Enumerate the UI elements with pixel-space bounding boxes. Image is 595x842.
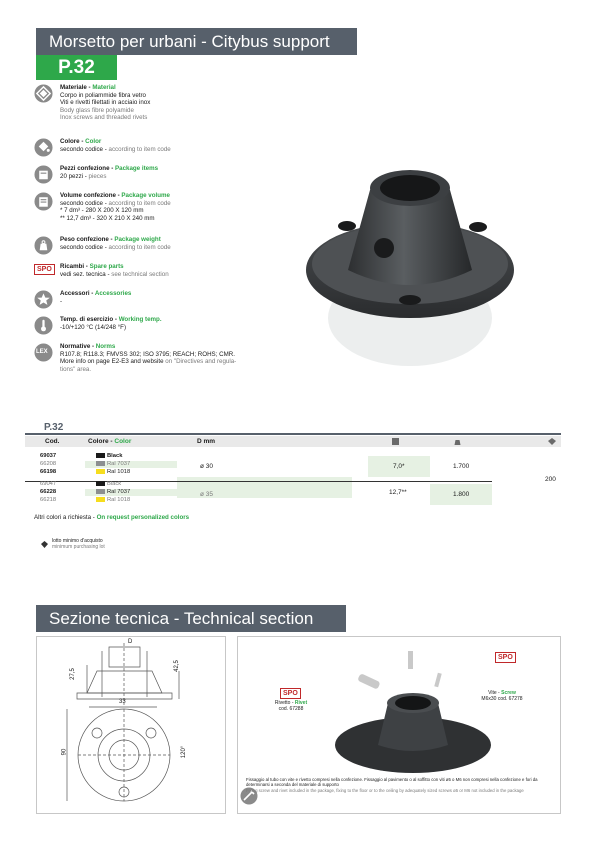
- table-row: 66198 Ral 1018: [40, 469, 131, 476]
- color-swatch: [96, 497, 105, 502]
- package-volume-icon: [391, 437, 400, 446]
- color-swatch: [96, 489, 105, 494]
- weight-2: 1.800: [453, 491, 470, 498]
- dim-27-5: 27,5: [69, 668, 76, 680]
- package-weight-icon: [453, 437, 462, 446]
- color-swatch: [96, 461, 105, 466]
- spare-parts-badge: SPO: [34, 264, 55, 275]
- minimum-lot-icon: [547, 437, 557, 446]
- spec-spare-parts: SPO Ricambi - Spare parts vedi sez. tecnica - see technical section: [34, 263, 314, 278]
- color-swatch: [96, 453, 105, 458]
- diameter-1: ø 30: [200, 463, 214, 470]
- table-row: 66218 Ral 1018: [40, 497, 131, 504]
- assembly-note: Fissaggio al tubo con vite e rivetto compresi nella confezione. Fissaggio al pavimento o al soffitto con viti ø5 o M6 non compresi nella confezione e fori da determinarsi a seconda del materiale di supporto Fixing screw and rivet included in the package, fixing to the floor or to the ceiling by adequately sized screws ø5 or M6 not included in the package: [246, 777, 538, 793]
- table-title: P.32: [44, 422, 64, 433]
- table-row: 66208 Ral 7037: [40, 461, 131, 468]
- material-icon: [34, 84, 53, 103]
- dim-d: D: [128, 639, 133, 645]
- assembly-photo: [328, 647, 528, 777]
- dim-42-5: 42,5: [173, 660, 180, 672]
- diameter-2: ø 35: [200, 491, 214, 498]
- technical-drawing-panel: [36, 636, 226, 814]
- screw-label: Vite - Screw M6x30 cod. 67278: [481, 690, 523, 702]
- table-row: 69037 Black: [40, 453, 123, 460]
- dim-33: 33: [119, 699, 126, 705]
- minimum-lot-value: 200: [545, 476, 556, 483]
- rivet-spare-badge: SPO: [280, 688, 301, 699]
- product-title: Morsetto per urbani - Citybus support: [36, 28, 357, 55]
- col-d: D mm: [197, 438, 216, 445]
- spec-package-weight: Peso confezione - Package weight secondo codice - according to item code: [34, 236, 314, 251]
- spec-color: Colore - Color secondo codice - according to item code: [34, 138, 314, 153]
- star-icon: [34, 290, 53, 309]
- table-row: 66228 Ral 7037: [40, 489, 131, 496]
- table-row: 69047 Black: [40, 481, 122, 488]
- spec-working-temp: Temp. di esercizio - Working temp. -10/+120 °C (14/248 °F): [34, 316, 314, 331]
- lex-badge-text: LEX: [36, 349, 48, 355]
- minimum-lot-legend: lotto minimo d'acquisto minimum purchasing lot: [52, 538, 105, 550]
- color-swatch: [96, 469, 105, 474]
- spec-norms: LEX Normative - Norms R107.8; R118.3; FMVSS 302; ISO 3795; REACH; ROHS; CMR. More info on page E2-E3 and website on "Directives and regula- tions" area.: [36, 343, 237, 373]
- assembly-photo-panel: [237, 636, 561, 814]
- box-icon: [34, 165, 53, 184]
- paint-bucket-icon: [34, 138, 53, 157]
- spec-accessories: Accessori - Accessories -: [34, 290, 314, 305]
- col-color: Colore - Color: [88, 438, 132, 445]
- table-header: [25, 436, 561, 447]
- spec-package-volume: Volume confezione - Package volume secondo codice - according to item code * 7 dm³ - 280 X 200 X 120 mm ** 12,7 dm³ - 320 X 210 X 240 mm: [34, 192, 314, 222]
- spec-package-items: Pezzi confezione - Package items 20 pezzi - pieces: [34, 165, 314, 180]
- thermometer-icon: [34, 316, 53, 335]
- color-swatch: [96, 481, 105, 486]
- weight-icon: [34, 236, 53, 255]
- volume-box-icon: [34, 192, 53, 211]
- technical-section-title: Sezione tecnica - Technical section: [36, 605, 346, 632]
- rivet-label: Rivetto - Rivet cod. 67288: [274, 700, 308, 712]
- volume-1: 7,0*: [393, 463, 405, 470]
- dim-120-angle: 120°: [181, 745, 188, 759]
- screw-spare-badge: SPO: [495, 652, 516, 663]
- product-photo: [300, 150, 520, 375]
- dim-90: 90: [61, 748, 68, 756]
- table-top-rule: [25, 433, 561, 435]
- minimum-lot-legend-icon: [40, 540, 49, 549]
- volume-2: 12,7**: [389, 489, 407, 496]
- weight-1: 1.700: [453, 463, 470, 470]
- other-colors-note: Altri colori a richiesta - On request personalized colors: [34, 514, 190, 521]
- col-cod: Cod.: [45, 438, 60, 445]
- product-code-badge: P.32: [36, 55, 117, 80]
- spec-material: Materiale - Material Corpo in poliammide fibra vetro Viti e rivetti filettati in acciaio inox Body glass fibre polyamide Inox screws and threaded rivets: [34, 84, 314, 122]
- technical-drawing: [37, 637, 225, 813]
